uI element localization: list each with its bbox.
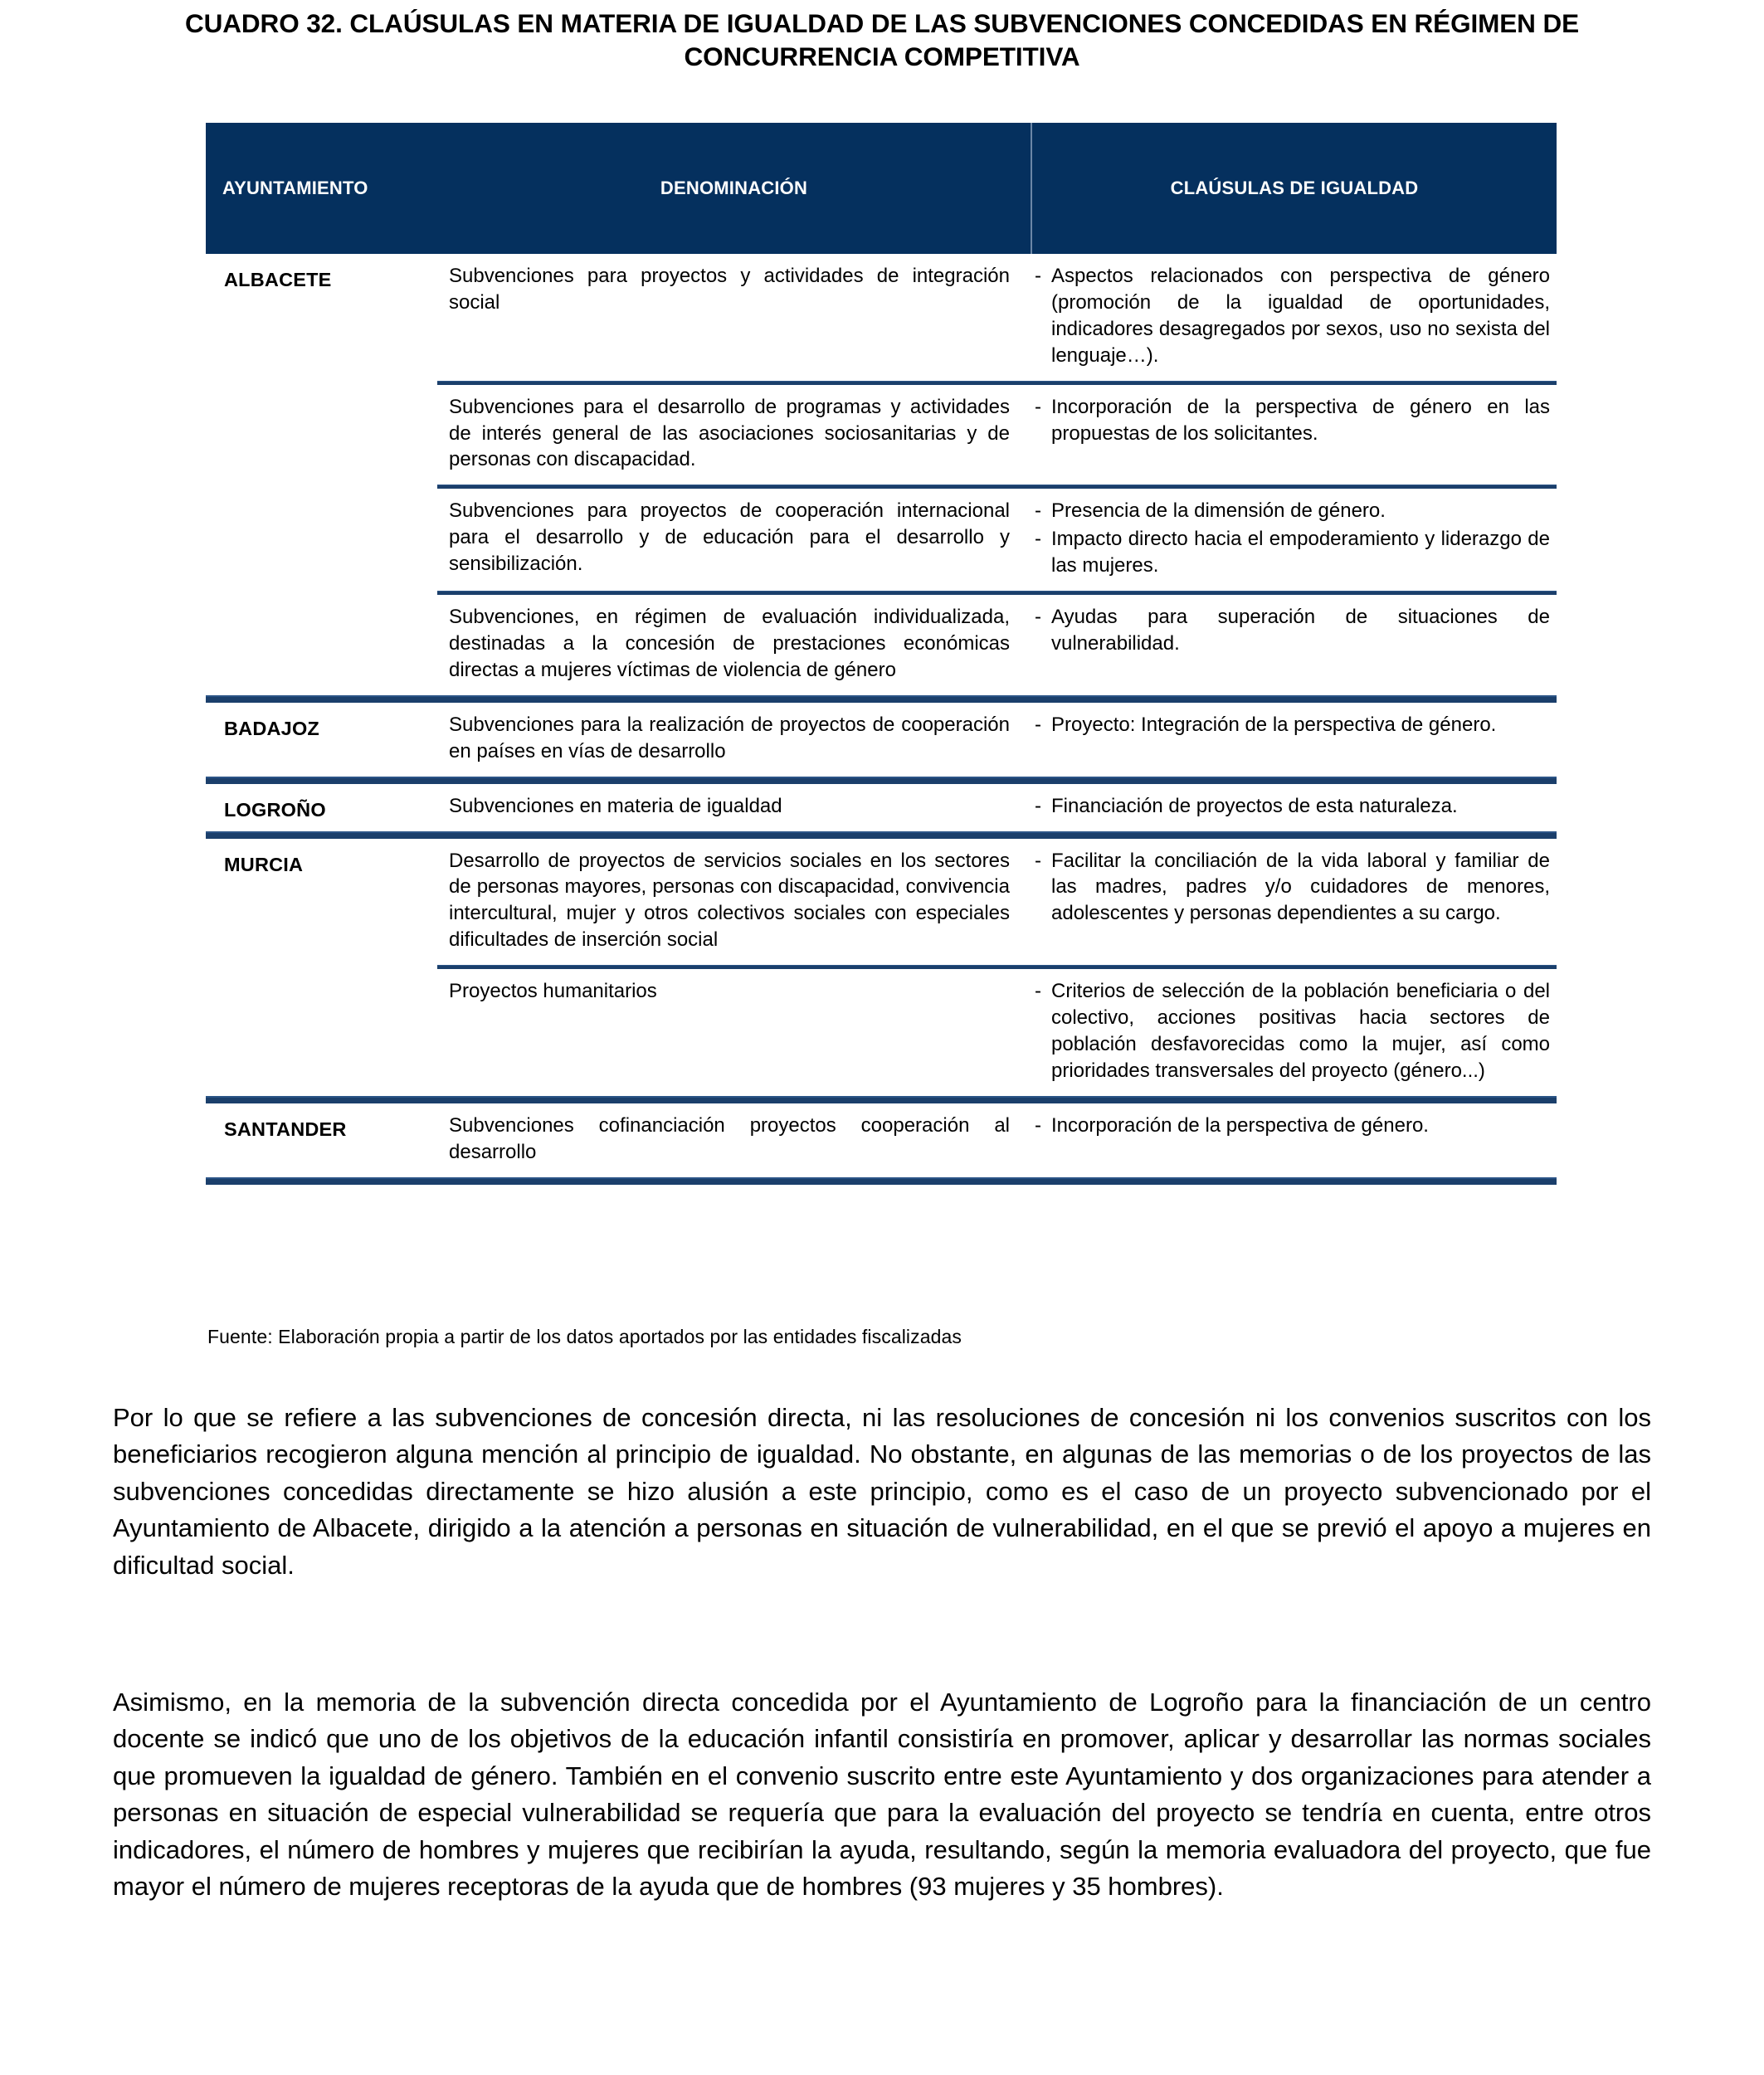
- body-paragraph-1: Por lo que se refiere a las subvenciones de concesión directa, ni las resoluciones de concesión ni los convenios suscritos con los beneficiarios recogieron alguna mención al principio de igualdad. No obstante, en algunas de las memorias o de los proyectos de las subvenciones concedidas directamente se hizo alusión a este principio, como es el caso de un proyecto subvencionado por el Ayuntamiento de Albacete, dirigido a la atención a personas en situación de vulnerabilidad, en el que se previó el apoyo a mujeres en dificultad social.: [113, 1403, 1651, 1580]
- table-source-note: Fuente: Elaboración propia a partir de los datos aportados por las entidades fiscalizadas: [207, 1326, 962, 1347]
- cuadro-32-table: [206, 123, 1557, 1185]
- cell-ayuntamiento: ALBACETE: [224, 269, 332, 290]
- cell-clausulas: [1031, 703, 1557, 777]
- clausulas-list: [1031, 848, 1550, 928]
- column-header-denominacion: DENOMINACIÓN: [437, 123, 1031, 254]
- clausula-item: - Impacto directo hacia el empoderamiento y liderazgo de las mujeres.: [1031, 526, 1550, 579]
- cell-denominacion: Subvenciones, en régimen de evaluación individualizada, destinadas a la concesión de prestaciones económicas directas a mujeres víctimas de violencia de género: [449, 606, 1010, 681]
- table-row: [206, 784, 1557, 831]
- cell-ayuntamiento: [206, 969, 437, 1096]
- clausula-item: - Financiación de proyectos de esta naturaleza.: [1031, 793, 1550, 820]
- cell-clausulas: [1031, 1103, 1557, 1177]
- clausulas-list: [1031, 263, 1550, 369]
- cell-clausulas: [1031, 489, 1557, 591]
- clausula-item: - Incorporación de la perspectiva de género en las propuestas de los solicitantes.: [1031, 394, 1550, 447]
- table-row: [206, 969, 1557, 1096]
- column-header-ayuntamiento: AYUNTAMIENTO: [206, 123, 437, 254]
- table-header: [206, 123, 1557, 254]
- table-row: [206, 839, 1557, 966]
- cell-ayuntamiento: [206, 595, 437, 695]
- cell-clausulas: [1031, 385, 1557, 485]
- cell-ayuntamiento: LOGROÑO: [224, 798, 326, 821]
- clausula-item: - Proyecto: Integración de la perspectiva de género.: [1031, 712, 1550, 738]
- clausulas-list: [1031, 793, 1550, 820]
- cell-ayuntamiento: [206, 489, 437, 591]
- cell-clausulas: [1031, 839, 1557, 966]
- clausulas-list: [1031, 712, 1550, 738]
- cell-clausulas: [1031, 784, 1557, 831]
- clausulas-list: [1031, 604, 1550, 657]
- cell-clausulas: [1031, 969, 1557, 1096]
- table-bottom-border: [206, 1177, 1557, 1185]
- table-body: [206, 254, 1557, 1185]
- municipality-separator: [206, 1096, 1557, 1103]
- cell-clausulas: [1031, 595, 1557, 695]
- table-row: [206, 489, 1557, 591]
- cell-denominacion: Proyectos humanitarios: [449, 980, 657, 1003]
- cell-denominacion: Desarrollo de proyectos de servicios sociales en los sectores de personas mayores, personas con discapacidad, convivencia intercultural, mujer y otros colectivos sociales con especiales dificultades de inserción social: [449, 849, 1010, 952]
- clausula-item: - Ayudas para superación de situaciones de vulnerabilidad.: [1031, 604, 1550, 657]
- clausulas-list: [1031, 978, 1550, 1084]
- table-row: [206, 385, 1557, 485]
- table-header-row: [206, 123, 1557, 254]
- table-row: [206, 1103, 1557, 1177]
- clausula-item: - Criterios de selección de la población beneficiaria o del colectivo, acciones positivas hacia sectores de población desfavorecidas como la mujer, así como prioridades transversales del proyecto (género...): [1031, 978, 1550, 1084]
- cell-denominacion: Subvenciones para proyectos y actividades de integración social: [449, 265, 1010, 314]
- page-title: CUADRO 32. CLAÚSULAS EN MATERIA DE IGUALDAD DE LAS SUBVENCIONES CONCEDIDAS EN RÉGIMEN DE CONCURRENCIA COMPETITIVA: [184, 8, 1580, 72]
- cell-ayuntamiento: [206, 385, 437, 485]
- cell-denominacion: Subvenciones cofinanciación proyectos cooperación al desarrollo: [449, 1113, 1010, 1163]
- clausulas-list: [1031, 1113, 1550, 1139]
- cell-denominacion: Subvenciones para el desarrollo de programas y actividades de interés general de las asociaciones sociosanitarias y de personas con discapacidad.: [449, 395, 1010, 471]
- cell-denominacion: Subvenciones para la realización de proyectos de cooperación en países en vías de desarrollo: [449, 713, 1010, 762]
- cell-clausulas: [1031, 254, 1557, 381]
- table-row: [206, 703, 1557, 777]
- clausulas-list: [1031, 498, 1550, 579]
- municipality-separator: [206, 777, 1557, 784]
- body-paragraph-2: Asimismo, en la memoria de la subvención directa concedida por el Ayuntamiento de Logroño para la financiación de un centro docente se indicó que uno de los objetivos de la educación infantil consistiría en promover, aplicar y desarrollar las normas sociales que promueven la igualdad de género. También en el convenio suscrito entre este Ayuntamiento y dos organizaciones para atender a personas en situación de especial vulnerabilidad se requería que para la evaluación del proyecto se tendría en cuenta, entre otros indicadores, el número de hombres y mujeres que recibirían la ayuda, resultando, según la memoria evaluadora del proyecto, que fue mayor el número de mujeres receptoras de la ayuda que de hombres (93 mujeres y 35 hombres).: [113, 1688, 1651, 1902]
- table-row: [206, 595, 1557, 695]
- municipality-separator: [206, 831, 1557, 839]
- cuadro-32-table-container: [206, 123, 1557, 1185]
- cell-ayuntamiento: MURCIA: [224, 853, 304, 875]
- clausula-item: - Incorporación de la perspectiva de género.: [1031, 1113, 1550, 1139]
- cell-ayuntamiento: SANTANDER: [224, 1118, 347, 1140]
- column-header-clausulas: CLAÚSULAS DE IGUALDAD: [1031, 123, 1557, 254]
- cell-denominacion: Subvenciones en materia de igualdad: [449, 794, 782, 817]
- clausulas-list: [1031, 394, 1550, 447]
- municipality-separator: [206, 695, 1557, 703]
- cell-denominacion: Subvenciones para proyectos de cooperación internacional para el desarrollo y de educación para el desarrollo y sensibilización.: [449, 499, 1010, 576]
- table-row: [206, 254, 1557, 381]
- clausula-item: - Facilitar la conciliación de la vida laboral y familiar de las madres, padres y/o cuidadores de menores, adolescentes y personas dependientes a su cargo.: [1031, 848, 1550, 928]
- clausula-item: - Aspectos relacionados con perspectiva de género (promoción de la igualdad de oportunidades, indicadores desagregados por sexos, uso no sexista del lenguaje…).: [1031, 263, 1550, 369]
- clausula-item: - Presencia de la dimensión de género.: [1031, 498, 1550, 524]
- cell-ayuntamiento: BADAJOZ: [224, 717, 319, 739]
